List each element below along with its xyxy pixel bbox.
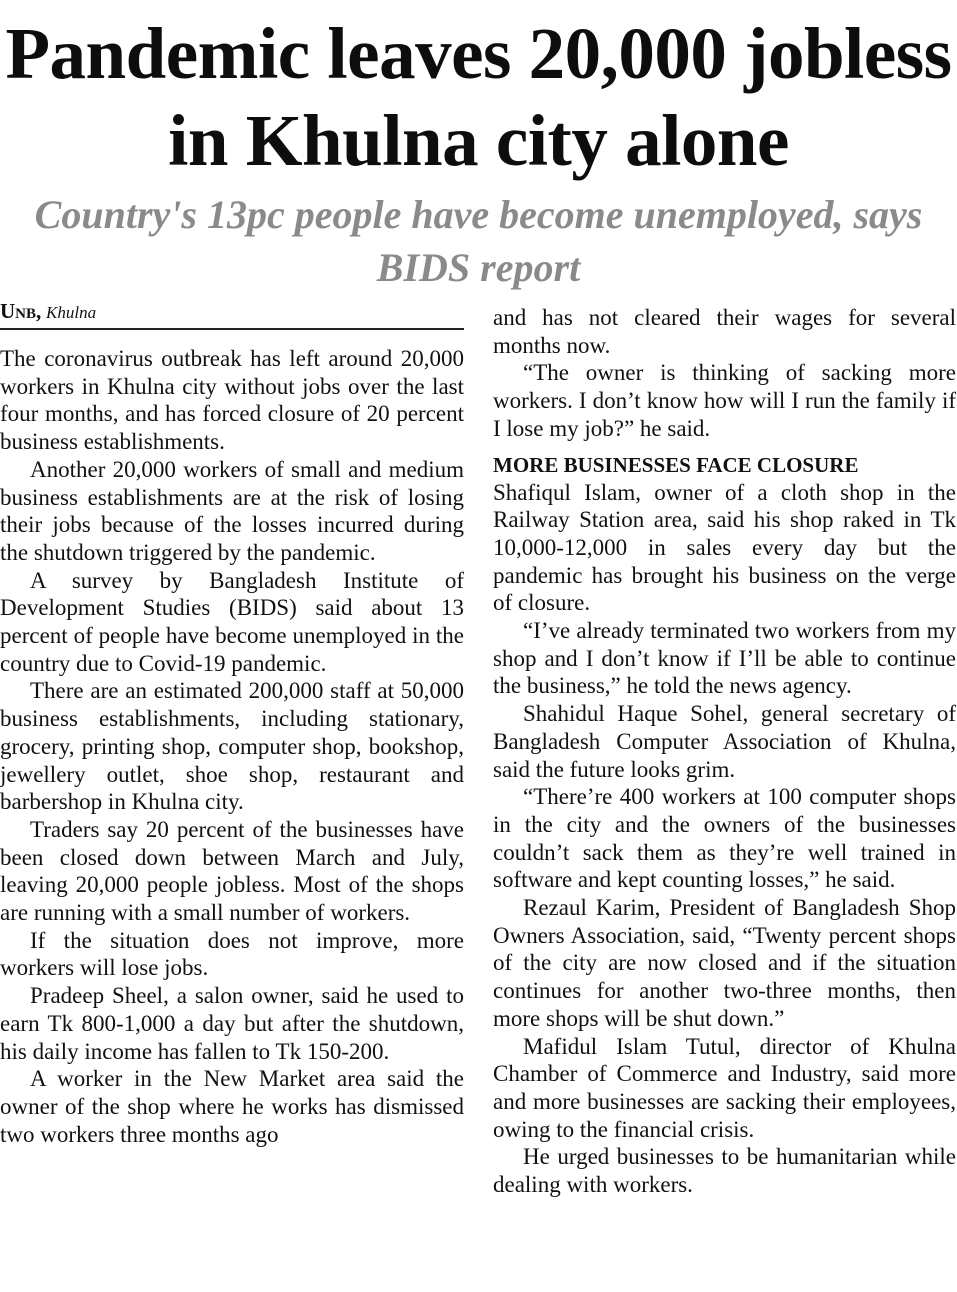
byline-place: Khulna: [46, 303, 97, 322]
section-subhead: MORE BUSINESSES FACE CLOSURE: [493, 452, 859, 477]
paragraph: Rezaul Karim, President of Bangladesh Shop Owners Association, said, “Twenty percent shops of the city are now closed and if the situation continues for another two-three months, then more shops will be shut down.”: [493, 895, 956, 1031]
paragraph: “I’ve already terminated two workers from my shop and I don’t know if I’ll be able to continue the business,” he told the news agency.: [493, 618, 956, 699]
paragraph: A worker in the New Market area said the owner of the shop where he works has dismissed two workers three months ago: [0, 1066, 464, 1147]
subheadline-deck: Country's 13pc people have become unemployed, says BIDS report: [34, 192, 923, 290]
byline-agency: Unb,: [0, 299, 42, 323]
paragraph: Pradeep Sheel, a salon owner, said he used to earn Tk 800-1,000 a day but after the shutdown, his daily income has fallen to Tk 150-200.: [0, 983, 464, 1064]
paragraph: The coronavirus outbreak has left around 20,000 workers in Khulna city without jobs over the last four months, and has forced closure of 20 percent business establishments.: [0, 346, 464, 455]
paragraph-continued: and has not cleared their wages for several months now.: [493, 305, 956, 358]
paragraph: There are an estimated 200,000 staff at 50,000 business establishments, including stationary, grocery, printing shop, computer shop, bookshop, jewellery outlet, shoe shop, restaurant and barbershop in Khulna city.: [0, 678, 464, 815]
byline: [0, 298, 464, 330]
paragraph: Another 20,000 workers of small and medium business establishments are at the risk of losing their jobs because of the losses incurred during the shutdown triggered by the pandemic.: [0, 456, 464, 565]
paragraph: Traders say 20 percent of the businesses have been closed down between March and July, leaving 20,000 people jobless. Most of the shops are running with a small number of workers.: [0, 816, 464, 926]
headline: Pandemic leaves 20,000 jobless in Khulna city alone: [5, 13, 952, 181]
paragraph: A survey by Bangladesh Institute of Development Studies (BIDS) said about 13 percent of people have become unemployed in the country due to Covid-19 pandemic.: [0, 567, 464, 676]
paragraph: Shafiqul Islam, owner of a cloth shop in the Railway Station area, said his shop raked in Tk 10,000-12,000 in sales every day but the pandemic has brought his business on the verge of closure.: [493, 479, 956, 616]
paragraph: “The owner is thinking of sacking more workers. I don’t know how will I run the family if I lose my job?” he said.: [493, 360, 956, 441]
article-column-left: [0, 345, 464, 1148]
paragraph: He urged businesses to be humanitarian while dealing with workers.: [493, 1144, 956, 1198]
paragraph: Mafidul Islam Tutul, director of Khulna Chamber of Commerce and Industry, said more and more businesses are sacking their employees, owing to the financial crisis.: [493, 1033, 956, 1142]
paragraph: Shahidul Haque Sohel, general secretary of Bangladesh Computer Association of Khulna, said the future looks grim.: [493, 701, 956, 782]
paragraph: “There’re 400 workers at 100 computer shops in the city and the owners of the businesses couldn’t sack them as they’re well trained in software and kept counting losses,” he said.: [493, 784, 956, 893]
article-column-right: [493, 304, 956, 1199]
paragraph: If the situation does not improve, more workers will lose jobs.: [0, 927, 464, 981]
